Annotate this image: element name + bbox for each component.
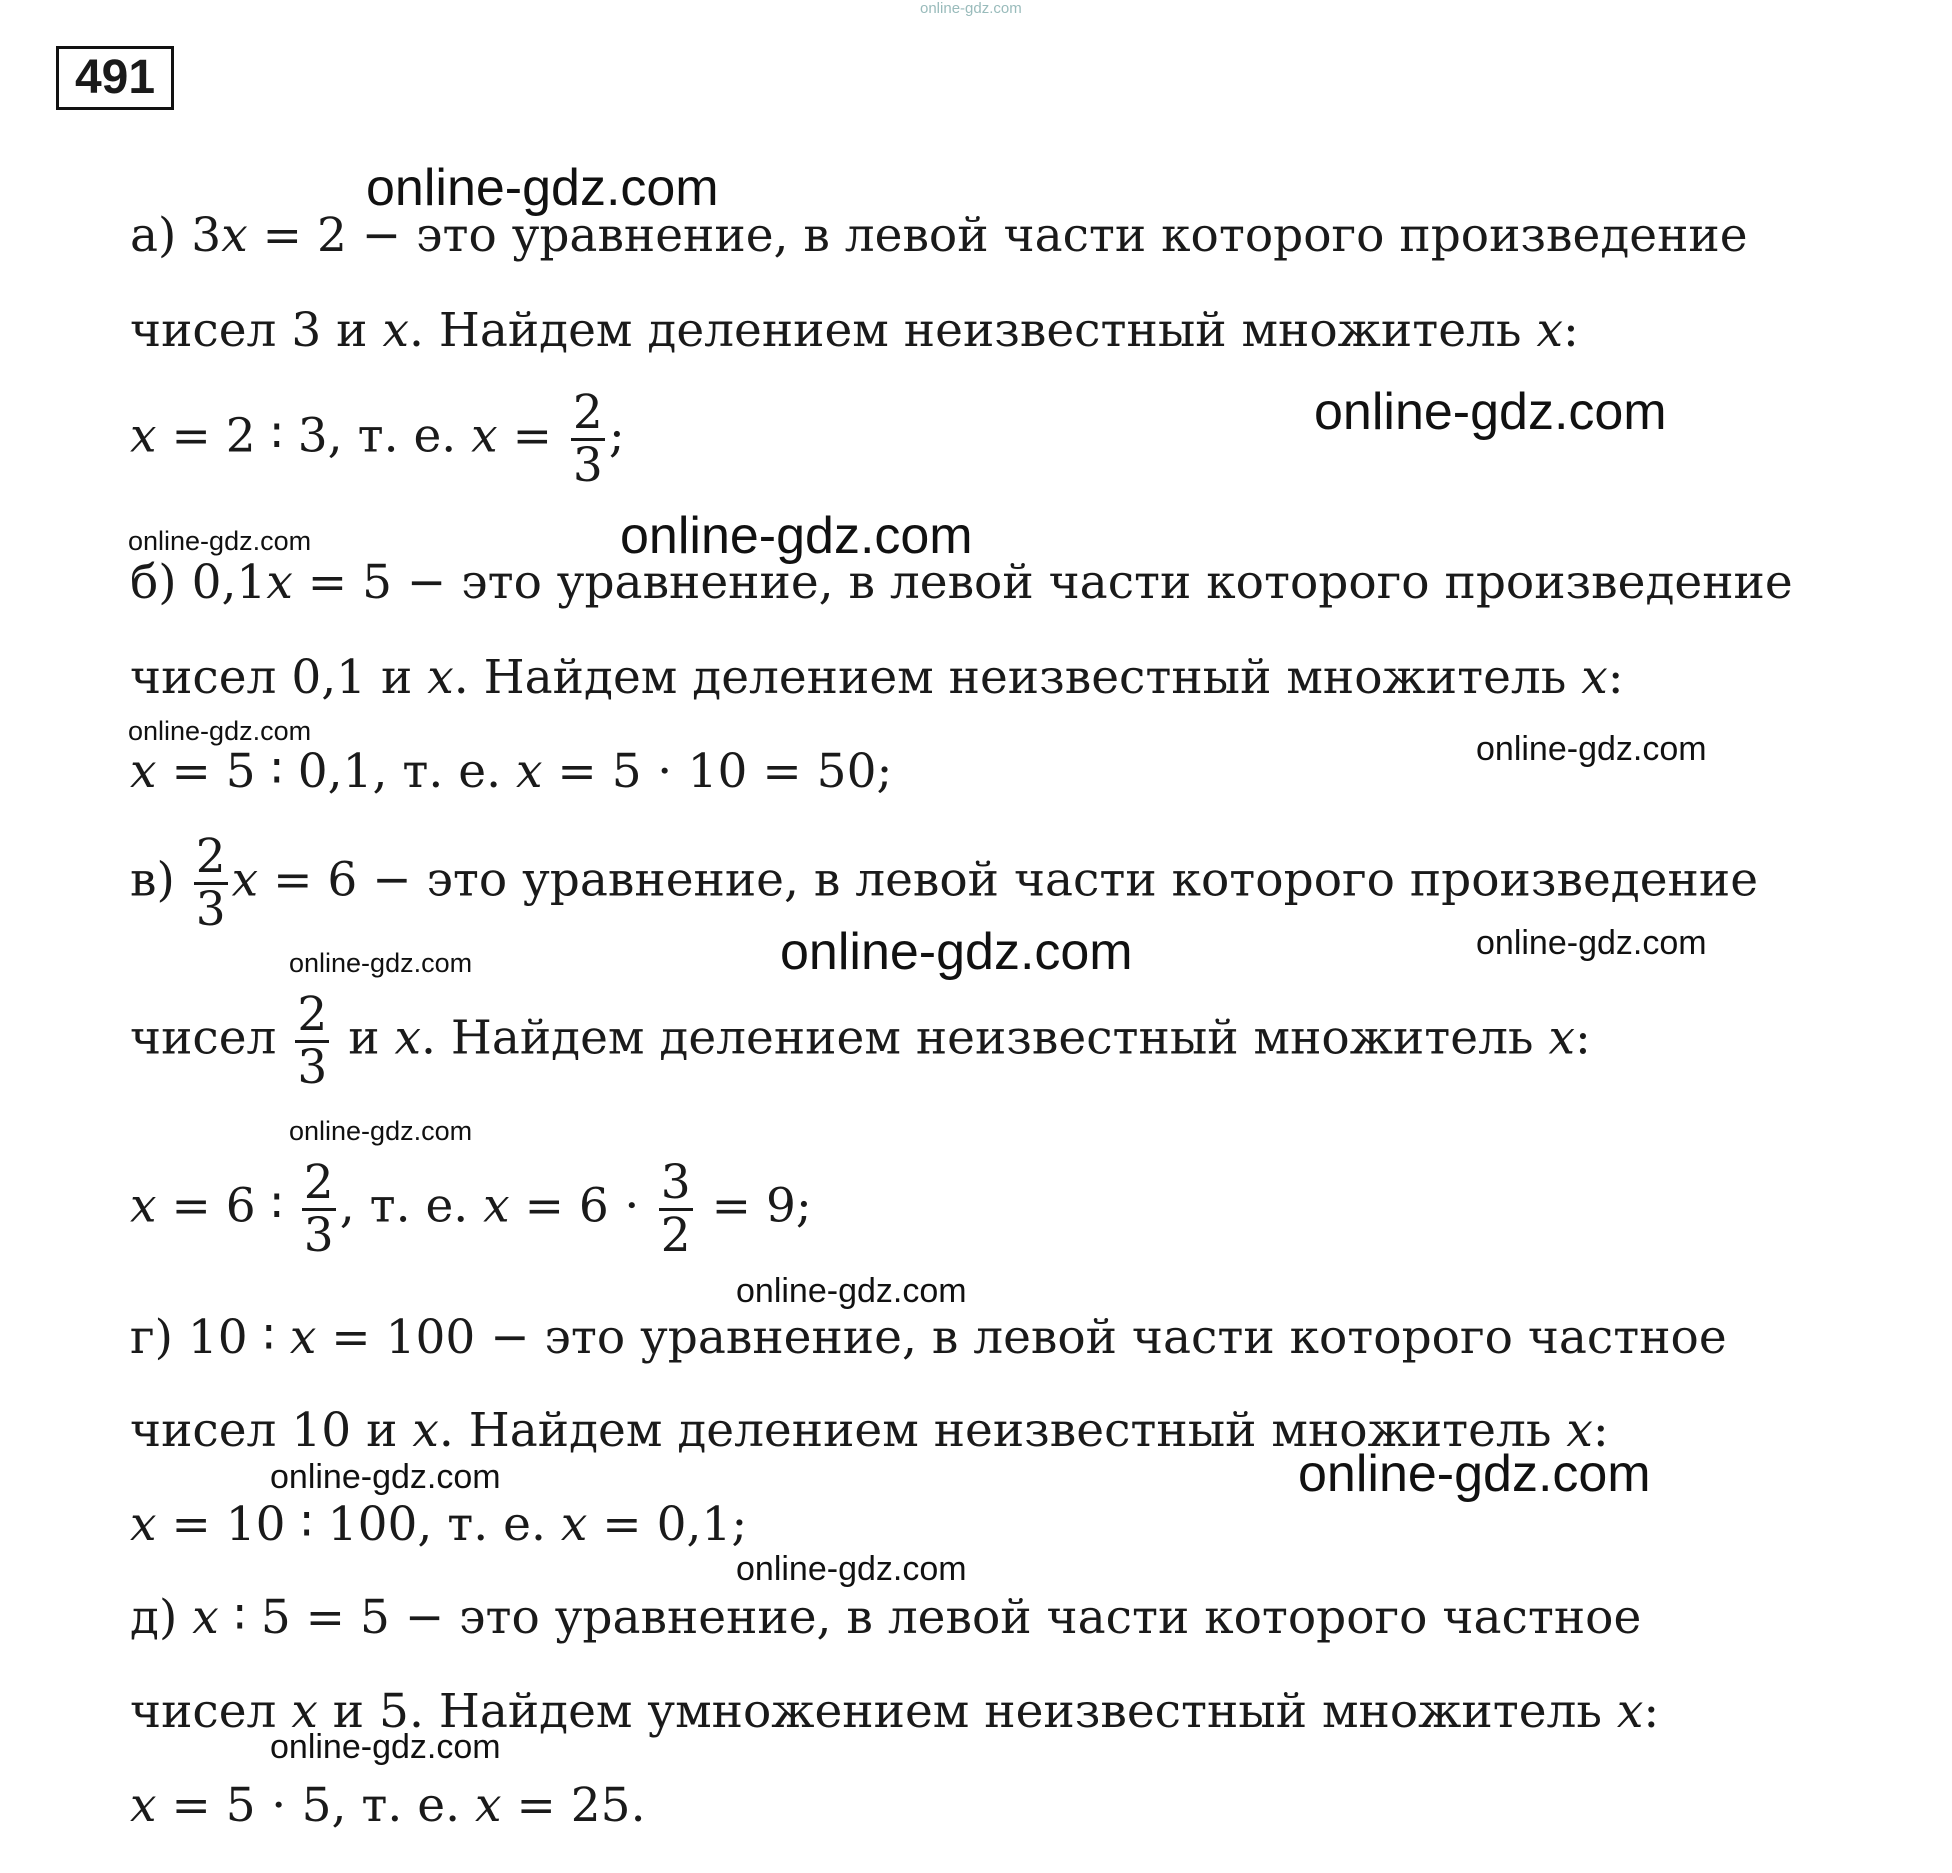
watermark-7: online-gdz.com [289,948,473,978]
line-a3-pre: 𝑥 = 2 ∶ 3, т. е. 𝑥 = [130,408,567,464]
watermark-13: online-gdz.com [1298,1445,1651,1503]
line-v1-pre: в) [130,852,190,908]
fraction-v1 [194,829,228,937]
line-v3-pre: 𝑥 = 6 ∶ [130,1178,298,1234]
line-g1: г) 10 ∶ 𝑥 = 100 − это уравнение, в левой части которого частное [130,1310,1727,1365]
line-d3: 𝑥 = 5 ⋅ 5, т. е. 𝑥 = 25. [130,1778,646,1833]
line-b1: б) 0,1𝑥 = 5 − это уравнение, в левой части которого произведение [130,555,1793,610]
fraction-numerator: 2 [572,385,603,440]
problem-number: 491 [56,46,174,110]
watermark-14: online-gdz.com [736,1550,967,1588]
fraction-numerator: 3 [660,1155,691,1210]
watermark-10: online-gdz.com [289,1116,473,1146]
watermark-12: online-gdz.com [270,1458,501,1496]
fraction-denominator: 2 [660,1208,691,1263]
line-g3: 𝑥 = 10 ∶ 100, т. е. 𝑥 = 0,1; [130,1497,748,1552]
line-g2: чисел 10 и 𝑥. Найдем делением неизвестный множитель 𝑥: [130,1403,1609,1458]
fraction-denominator: 3 [297,1040,328,1095]
line-d1: д) 𝑥 ∶ 5 = 5 − это уравнение, в левой части которого частное [130,1590,1642,1645]
line-a3 [130,385,625,493]
line-a3-post: ; [608,408,625,464]
watermark-6: online-gdz.com [1476,730,1707,768]
fraction-numerator: 2 [303,1155,334,1210]
fraction-denominator: 3 [572,438,603,493]
fraction-a3 [571,385,605,493]
fraction-denominator: 3 [195,882,226,937]
line-b2: чисел 0,1 и 𝑥. Найдем делением неизвестный множитель 𝑥: [130,650,1624,705]
watermark-15: online-gdz.com [270,1728,501,1766]
fraction-v2 [295,987,329,1095]
watermark-2: online-gdz.com [1314,383,1667,441]
watermark-9: online-gdz.com [1476,924,1707,962]
watermark-11: online-gdz.com [736,1272,967,1310]
line-a2: чисел 3 и 𝑥. Найдем делением неизвестный множитель 𝑥: [130,303,1579,358]
fraction-v3-second [659,1155,693,1263]
fraction-numerator: 2 [297,987,328,1042]
fraction-v3-first [302,1155,336,1263]
fraction-numerator: 2 [195,829,226,884]
top-watermark: online-gdz.com [920,0,1022,17]
line-v1 [130,829,1759,937]
line-b3: 𝑥 = 5 ∶ 0,1, т. е. 𝑥 = 5 ⋅ 10 = 50; [130,744,893,799]
line-v3-mid: , т. е. 𝑥 = 6 ⋅ [339,1178,655,1234]
line-v1-post: 𝑥 = 6 − это уравнение, в левой части которого произведение [231,852,1759,908]
line-d2: чисел 𝑥 и 5. Найдем умножением неизвестный множитель 𝑥: [130,1684,1660,1739]
line-v2 [130,987,1591,1095]
watermark-5: online-gdz.com [128,716,312,746]
watermark-3: online-gdz.com [128,526,312,556]
line-v3-post: = 9; [696,1178,812,1234]
watermark-1: online-gdz.com [366,159,719,217]
watermark-8: online-gdz.com [780,923,1133,981]
watermark-4: online-gdz.com [620,507,973,565]
line-a1: а) 3𝑥 = 2 − это уравнение, в левой части которого произведение [130,208,1748,263]
fraction-denominator: 3 [303,1208,334,1263]
line-v2-post: и 𝑥. Найдем делением неизвестный множитель 𝑥: [333,1010,1591,1066]
line-v3 [130,1155,812,1263]
line-v2-pre: чисел [130,1010,292,1066]
